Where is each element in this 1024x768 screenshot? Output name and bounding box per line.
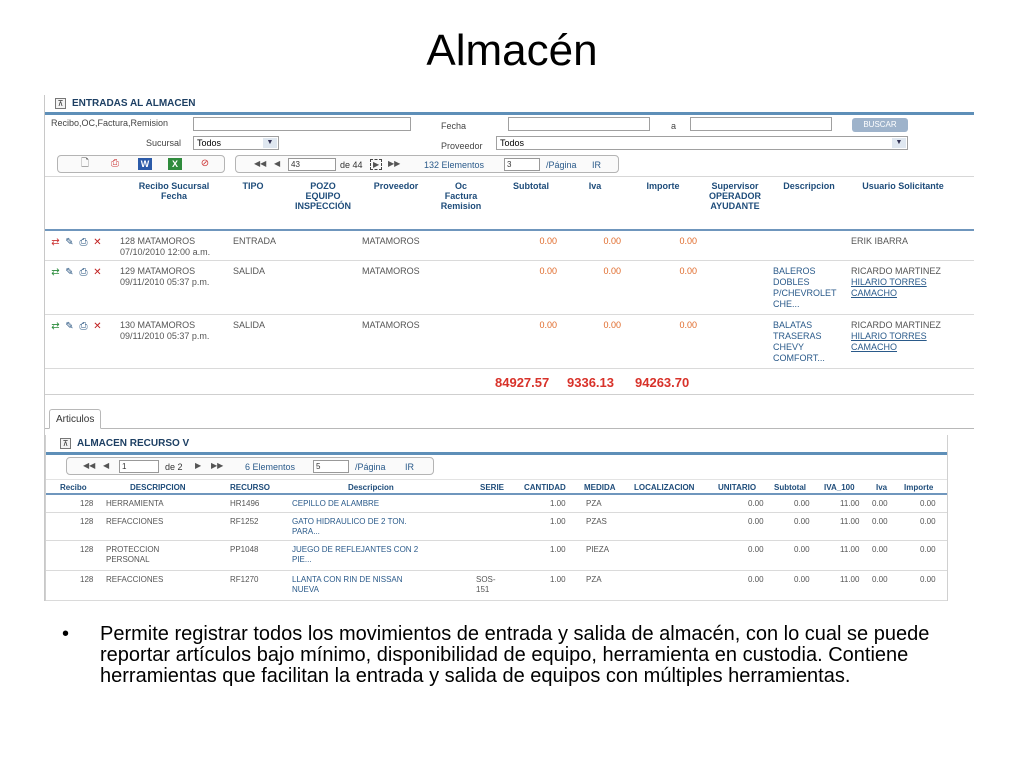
- row-fecha: 09/11/2010 05:37 p.m.: [120, 277, 210, 287]
- sub-row-recurso: PP1048: [230, 545, 259, 554]
- bullet-text: Permite registrar todos los movimientos de entrada y salida de almacén, con lo cual se puede reportar artículos bajo mínimo, disponibilidad de equipo, herramienta en custodia. Contiene herramientas que facilitan la entrada y salida de equipos con múltiples herramientas.: [100, 623, 930, 687]
- sub-row-importe: 0.00: [920, 545, 936, 554]
- col-sub-serie[interactable]: SERIE: [480, 483, 505, 492]
- swap-icon[interactable]: ⇄: [51, 267, 60, 278]
- row-subtotal: 0.00: [539, 320, 557, 330]
- swap-icon[interactable]: ⇄: [51, 237, 60, 248]
- row-proveedor: MATAMOROS: [362, 320, 420, 330]
- sub-row-iva100: 11.00: [840, 517, 860, 526]
- col-descripcion[interactable]: Descripcion: [783, 181, 835, 191]
- row-recibo: 128 MATAMOROS: [120, 236, 196, 246]
- col-sub-descripcion[interactable]: DESCRIPCION: [130, 483, 186, 492]
- row-actions: [49, 237, 104, 249]
- sub-go-button[interactable]: IR: [405, 462, 414, 472]
- row-usuario-link[interactable]: HILARIO TORRES CAMACHO: [851, 277, 927, 298]
- row-fecha: 09/11/2010 05:37 p.m.: [120, 331, 210, 341]
- col-pozo[interactable]: POZO EQUIPO INSPECCIÓN: [294, 181, 351, 211]
- main-toolbar: [45, 153, 974, 177]
- fecha-from-input[interactable]: [508, 117, 650, 131]
- first-page-icon[interactable]: ◀◀: [254, 159, 267, 168]
- total-subtotal: 84927.57: [495, 375, 550, 390]
- col-oc[interactable]: Oc Factura Remision: [440, 181, 482, 211]
- row-subtotal: 0.00: [539, 236, 557, 246]
- sub-row-recibo: 128: [80, 545, 94, 554]
- sub-row-subtotal: 0.00: [794, 499, 810, 508]
- next-page-icon[interactable]: ▶: [370, 159, 382, 170]
- row-descripcion: BALATAS TRASERAS CHEVY COMFORT...: [773, 320, 825, 363]
- proveedor-label: Proveedor: [441, 141, 483, 151]
- sub-row-iva: 0.00: [872, 545, 888, 554]
- row-recibo: 129 MATAMOROS: [120, 266, 196, 276]
- sub-table-row[interactable]: [46, 541, 947, 571]
- sub-row-medida: PZA: [586, 575, 602, 584]
- table-row[interactable]: [45, 261, 974, 315]
- sub-row-importe: 0.00: [920, 517, 936, 526]
- next-page-icon[interactable]: ▶: [195, 461, 202, 470]
- delete-icon[interactable]: ✕: [93, 267, 102, 278]
- sub-row-medida: PZAS: [586, 517, 607, 526]
- edit-icon[interactable]: ✎: [65, 237, 74, 248]
- col-sub-recibo[interactable]: Recibo: [60, 483, 87, 492]
- row-tipo: ENTRADA: [233, 236, 277, 246]
- sub-table-row[interactable]: [46, 495, 947, 513]
- sub-panel-header: [46, 435, 947, 455]
- col-usuario[interactable]: Usuario Solicitante: [862, 181, 944, 191]
- sub-per-page-label: /Página: [355, 462, 386, 472]
- sub-row-cantidad: 1.00: [550, 545, 566, 554]
- total-iva: 9336.13: [567, 375, 614, 390]
- app-screenshot: [44, 95, 974, 601]
- sub-row-recurso: RF1270: [230, 575, 259, 584]
- col-sub-recurso[interactable]: RECURSO: [230, 483, 271, 492]
- tab-bar: [45, 407, 974, 429]
- sub-row-subtotal: 0.00: [794, 545, 810, 554]
- go-button[interactable]: IR: [592, 160, 601, 170]
- sub-row-iva100: 11.00: [840, 499, 860, 508]
- row-usuario-link[interactable]: HILARIO TORRES CAMACHO: [851, 331, 927, 352]
- chevron-down-icon: ▼: [263, 138, 277, 148]
- sucursal-value: Todos: [197, 138, 222, 148]
- prev-page-icon[interactable]: ◀: [274, 159, 281, 168]
- sub-table-row[interactable]: [46, 571, 947, 601]
- sub-element-count: 6 Elementos: [245, 462, 296, 472]
- collapse-icon[interactable]: ⊼: [60, 438, 71, 449]
- sub-row-iva100: 11.00: [840, 545, 860, 554]
- panel-title: ENTRADAS AL ALMACEN: [72, 98, 196, 109]
- filter-row-2: [45, 134, 974, 153]
- sub-pager: [66, 457, 434, 475]
- row-actions: [49, 267, 104, 279]
- sub-row-detalle: LLANTA CON RIN DE NISSAN NUEVA: [292, 575, 403, 594]
- pdf-icon[interactable]: ⎙: [111, 158, 119, 169]
- sub-row-detalle: CEPILLO DE ALAMBRE: [292, 499, 380, 508]
- sub-row-importe: 0.00: [920, 575, 936, 584]
- col-sub-importe[interactable]: Importe: [904, 483, 934, 492]
- print-icon[interactable]: ⎙: [79, 237, 88, 248]
- a-label: a: [671, 121, 677, 131]
- sub-table-header: [46, 479, 947, 495]
- sub-row-iva: 0.00: [872, 575, 888, 584]
- sub-row-detalle: JUEGO DE REFLEJANTES CON 2 PIE...: [292, 545, 419, 564]
- sub-row-recurso: RF1252: [230, 517, 259, 526]
- sub-row-iva100: 11.00: [840, 575, 860, 584]
- col-sub-detalle[interactable]: Descripcion: [348, 483, 394, 492]
- sub-page-input[interactable]: 1: [119, 460, 159, 473]
- sub-row-cantidad: 1.00: [550, 499, 566, 508]
- prev-page-icon[interactable]: ◀: [103, 461, 110, 470]
- row-iva: 0.00: [603, 320, 621, 330]
- col-sub-subtotal[interactable]: Subtotal: [774, 483, 806, 492]
- sucursal-label: Sucursal: [146, 138, 182, 148]
- swap-icon[interactable]: ⇄: [51, 321, 60, 332]
- col-sub-iva[interactable]: Iva: [876, 483, 888, 492]
- col-sub-unitario[interactable]: UNITARIO: [718, 483, 757, 492]
- sub-row-descripcion: REFACCIONES: [106, 517, 164, 526]
- per-page-input[interactable]: 3: [504, 158, 540, 171]
- sub-row-recurso: HR1496: [230, 499, 260, 508]
- collapse-icon[interactable]: ⊼: [55, 98, 66, 109]
- row-usuario: ERIK IBARRA: [851, 236, 909, 246]
- print-icon[interactable]: ⎙: [79, 267, 88, 278]
- buscar-button[interactable]: BUSCAR: [852, 118, 908, 132]
- delete-icon[interactable]: ✕: [93, 237, 102, 248]
- col-supervisor[interactable]: Supervisor OPERADOR AYUDANTE: [708, 181, 761, 211]
- row-descripcion: BALEROS DOBLES P/CHEVROLET CHE...: [773, 266, 837, 309]
- edit-icon[interactable]: ✎: [65, 267, 74, 278]
- col-iva[interactable]: Iva: [588, 181, 602, 191]
- row-importe: 0.00: [679, 236, 697, 246]
- fecha-to-input[interactable]: [690, 117, 832, 131]
- recibo-input[interactable]: [193, 117, 411, 131]
- col-sub-iva100[interactable]: IVA_100: [824, 483, 855, 492]
- sub-row-unitario: 0.00: [748, 499, 764, 508]
- sub-row-recibo: 128: [80, 517, 94, 526]
- row-usuario: RICARDO MARTINEZ: [851, 320, 941, 330]
- sub-row-iva: 0.00: [872, 499, 888, 508]
- sub-row-subtotal: 0.00: [794, 517, 810, 526]
- table-row[interactable]: [45, 231, 974, 261]
- sub-row-importe: 0.00: [920, 499, 936, 508]
- col-sub-localizacion[interactable]: LOCALIZACION: [634, 483, 695, 492]
- total-importe: 94263.70: [635, 375, 690, 390]
- col-importe[interactable]: Importe: [646, 181, 680, 191]
- sucursal-select[interactable]: [193, 136, 279, 150]
- sub-row-recibo: 128: [80, 499, 94, 508]
- bullet-item: [62, 624, 942, 687]
- sub-per-page-input[interactable]: 5: [313, 460, 349, 473]
- sub-row-descripcion: REFACCIONES: [106, 575, 164, 584]
- page-input[interactable]: 43: [288, 158, 336, 171]
- sub-row-subtotal: 0.00: [794, 575, 810, 584]
- entradas-panel-header: [45, 95, 974, 115]
- sub-row-descripcion: PROTECCION PERSONAL: [106, 545, 160, 564]
- col-proveedor[interactable]: Proveedor: [373, 181, 419, 191]
- sub-row-unitario: 0.00: [748, 517, 764, 526]
- tab-articulos[interactable]: Articulos: [49, 409, 101, 429]
- sub-row-unitario: 0.00: [748, 575, 764, 584]
- sub-row-unitario: 0.00: [748, 545, 764, 554]
- row-recibo: 130 MATAMOROS: [120, 320, 196, 330]
- fecha-label: Fecha: [441, 121, 467, 131]
- first-page-icon[interactable]: ◀◀: [83, 461, 96, 470]
- slide-title: Almacén: [426, 26, 598, 75]
- sub-toolbar: [46, 455, 947, 479]
- articulos-panel: [45, 435, 948, 601]
- filter-row-1: [45, 115, 974, 134]
- col-recibo[interactable]: Recibo Sucursal Fecha: [138, 181, 210, 201]
- row-actions: [49, 321, 104, 333]
- row-iva: 0.00: [603, 236, 621, 246]
- clear-filter-icon[interactable]: ⊘: [200, 158, 210, 169]
- row-iva: 0.00: [603, 266, 621, 276]
- recibo-label: Recibo,OC,Factura,Remision: [51, 118, 169, 128]
- row-tipo: SALIDA: [233, 266, 266, 276]
- sub-row-cantidad: 1.00: [550, 575, 566, 584]
- sub-row-serie: SOS- 151: [476, 575, 496, 594]
- sub-row-recibo: 128: [80, 575, 94, 584]
- pager: [235, 155, 619, 173]
- delete-icon[interactable]: ✕: [93, 321, 102, 332]
- edit-icon[interactable]: ✎: [65, 321, 74, 332]
- table-row[interactable]: [45, 315, 974, 369]
- row-importe: 0.00: [679, 266, 697, 276]
- col-sub-medida[interactable]: MEDIDA: [584, 483, 616, 492]
- chevron-down-icon: ▼: [892, 138, 906, 148]
- excel-icon[interactable]: X: [168, 158, 182, 170]
- last-page-icon[interactable]: ▶▶: [388, 159, 401, 168]
- new-document-icon[interactable]: 🗋: [80, 158, 90, 169]
- sub-panel-title: ALMACEN RECURSO V: [77, 438, 190, 449]
- col-sub-cantidad[interactable]: CANTIDAD: [524, 483, 566, 492]
- sub-page-count: de 2: [165, 462, 183, 472]
- sub-row-descripcion: HERRAMIENTA: [106, 499, 164, 508]
- entradas-table-header: [45, 177, 974, 231]
- row-fecha: 07/10/2010 12:00 a.m.: [120, 247, 211, 257]
- sub-row-medida: PZA: [586, 499, 602, 508]
- proveedor-value: Todos: [500, 138, 525, 148]
- row-usuario: RICARDO MARTINEZ: [851, 266, 941, 276]
- col-subtotal[interactable]: Subtotal: [513, 181, 549, 191]
- col-tipo[interactable]: TIPO: [242, 181, 264, 191]
- word-icon[interactable]: W: [138, 158, 152, 170]
- row-proveedor: MATAMOROS: [362, 236, 420, 246]
- page-count: de 44: [340, 160, 363, 170]
- export-buttons: [57, 155, 225, 173]
- sub-table-row[interactable]: [46, 513, 947, 541]
- sub-row-iva: 0.00: [872, 517, 888, 526]
- sub-row-medida: PIEZA: [586, 545, 610, 554]
- element-count: 132 Elementos: [424, 160, 485, 170]
- sub-row-detalle: GATO HIDRAULICO DE 2 TON. PARA...: [292, 517, 407, 536]
- totals-row: [45, 369, 974, 395]
- per-page-label: /Página: [546, 160, 577, 170]
- row-proveedor: MATAMOROS: [362, 266, 420, 276]
- sub-row-cantidad: 1.00: [550, 517, 566, 526]
- print-icon[interactable]: ⎙: [79, 321, 88, 332]
- row-tipo: SALIDA: [233, 320, 266, 330]
- row-importe: 0.00: [679, 320, 697, 330]
- proveedor-select[interactable]: [496, 136, 908, 150]
- last-page-icon[interactable]: ▶▶: [211, 461, 224, 470]
- row-subtotal: 0.00: [539, 266, 557, 276]
- bullet-dot-icon: •: [62, 623, 70, 645]
